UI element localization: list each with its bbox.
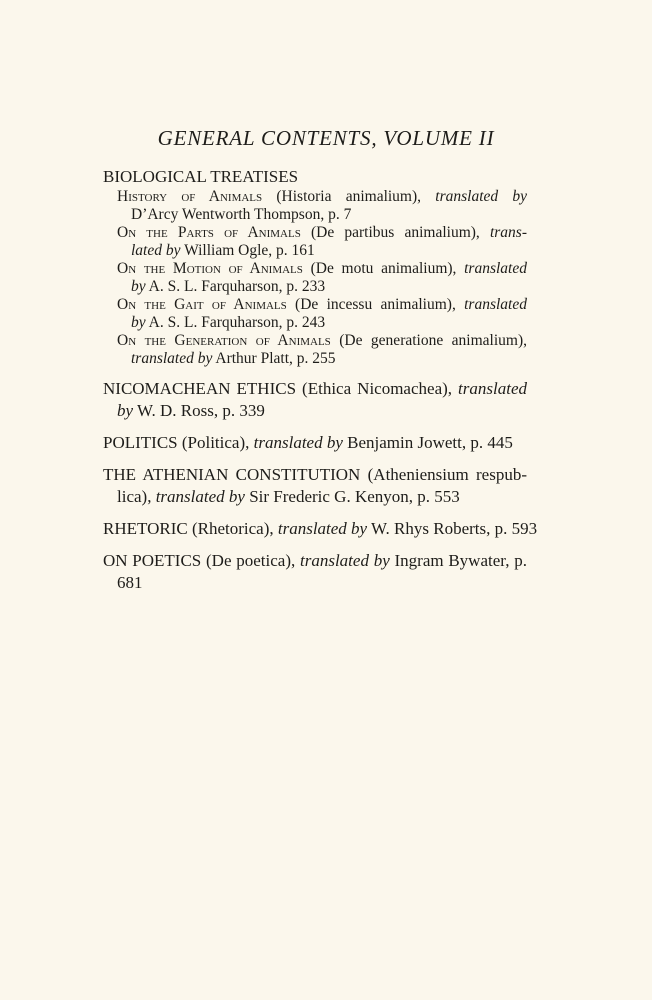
entry-on-poetics-cont: 681 bbox=[117, 573, 143, 592]
entry-translated-by: translated by bbox=[253, 433, 343, 452]
entry-author: Ingram Bywater, p. bbox=[389, 551, 527, 570]
entry-generation-of-animals bbox=[103, 332, 527, 350]
entry-title: THE ATHENIAN CONSTITUTION bbox=[103, 465, 361, 484]
entry-author: W. D. Ross, p. 339 bbox=[133, 401, 265, 420]
entry-latin: (De motu animalium), bbox=[302, 260, 465, 277]
entry-translated-by: trans- bbox=[489, 224, 527, 241]
entry-gait-of-animals bbox=[103, 296, 527, 314]
entry-title: On the Motion of Animals bbox=[117, 260, 303, 277]
entry-latin: (De partibus animalium), bbox=[300, 224, 490, 241]
entry-gait-of-animals-cont bbox=[103, 314, 527, 332]
entry-latin: lica), bbox=[117, 487, 156, 506]
entry-author: Benjamin Jowett, p. 445 bbox=[342, 433, 513, 452]
entry-translated-by: translated by bbox=[300, 551, 390, 570]
entry-translated-by: translated by bbox=[155, 487, 245, 506]
entry-translated-by: by bbox=[117, 401, 134, 420]
entry-translated-by: translated bbox=[458, 379, 527, 398]
entry-author: A. S. L. Farquharson, p. 233 bbox=[145, 278, 326, 295]
entry-latin: (De incessu animalium), bbox=[286, 296, 465, 313]
entry-latin: (Rhetorica), bbox=[187, 519, 278, 538]
entry-title: On the Gait of Animals bbox=[117, 296, 287, 313]
entry-author: W. Rhys Roberts, p. 593 bbox=[367, 519, 538, 538]
entry-generation-of-animals-cont bbox=[103, 350, 527, 368]
entry-politics bbox=[103, 432, 527, 454]
entry-nicomachean-ethics-cont bbox=[103, 400, 527, 422]
entry-title: On the Generation of Animals bbox=[117, 332, 331, 349]
entry-title: POLITICS bbox=[103, 433, 178, 452]
entry-motion-of-animals bbox=[103, 260, 527, 278]
entry-latin: (Atheniensium respub- bbox=[360, 465, 527, 484]
entry-latin: (Historia animalium), bbox=[262, 188, 436, 205]
entry-translated-by: translated by bbox=[131, 350, 213, 367]
entry-history-of-animals bbox=[103, 188, 527, 206]
entry-translated-by: lated by bbox=[131, 242, 181, 259]
entry-latin: (De poetica), bbox=[201, 551, 300, 570]
entry-translated-by: translated by bbox=[435, 188, 527, 205]
entry-author: William Ogle, p. 161 bbox=[180, 242, 315, 259]
entry-author: Sir Frederic G. Kenyon, p. 553 bbox=[244, 487, 460, 506]
entry-translated-by: by bbox=[131, 314, 146, 331]
entry-parts-of-animals bbox=[103, 224, 527, 242]
entry-title: NICOMACHEAN ETHICS bbox=[103, 379, 297, 398]
entry-title: On the Parts of Animals bbox=[117, 224, 301, 241]
contents-list bbox=[103, 166, 538, 594]
entry-author: Arthur Platt, p. 255 bbox=[212, 350, 336, 367]
entry-title: ON POETICS bbox=[103, 551, 202, 570]
entry-biological-treatises-heading: BIOLOGICAL TREATISES bbox=[103, 167, 299, 186]
entry-rhetoric bbox=[103, 518, 538, 540]
entry-latin: (De generatione animalium), bbox=[330, 332, 527, 349]
entry-athenian-constitution bbox=[103, 464, 527, 486]
entry-translated-by: translated bbox=[464, 260, 527, 277]
entry-latin: (Politica), bbox=[177, 433, 254, 452]
entry-history-of-animals-cont: D’Arcy Wentworth Thompson, p. 7 bbox=[131, 206, 352, 223]
entry-athenian-constitution-cont bbox=[103, 486, 527, 508]
entry-author: A. S. L. Farquharson, p. 243 bbox=[145, 314, 326, 331]
entry-translated-by: translated by bbox=[277, 519, 368, 538]
entry-translated-by: translated bbox=[464, 296, 527, 313]
entry-title: History of Animals bbox=[117, 188, 263, 205]
entry-nicomachean-ethics bbox=[103, 378, 527, 400]
entry-translated-by: by bbox=[131, 278, 146, 295]
entry-parts-of-animals-cont bbox=[103, 242, 527, 260]
entry-motion-of-animals-cont bbox=[103, 278, 527, 296]
page-title: GENERAL CONTENTS, VOLUME II bbox=[157, 126, 495, 150]
entry-title: RHETORIC bbox=[103, 519, 188, 538]
entry-latin: (Ethica Nicomachea), bbox=[296, 379, 459, 398]
entry-on-poetics bbox=[103, 550, 527, 572]
